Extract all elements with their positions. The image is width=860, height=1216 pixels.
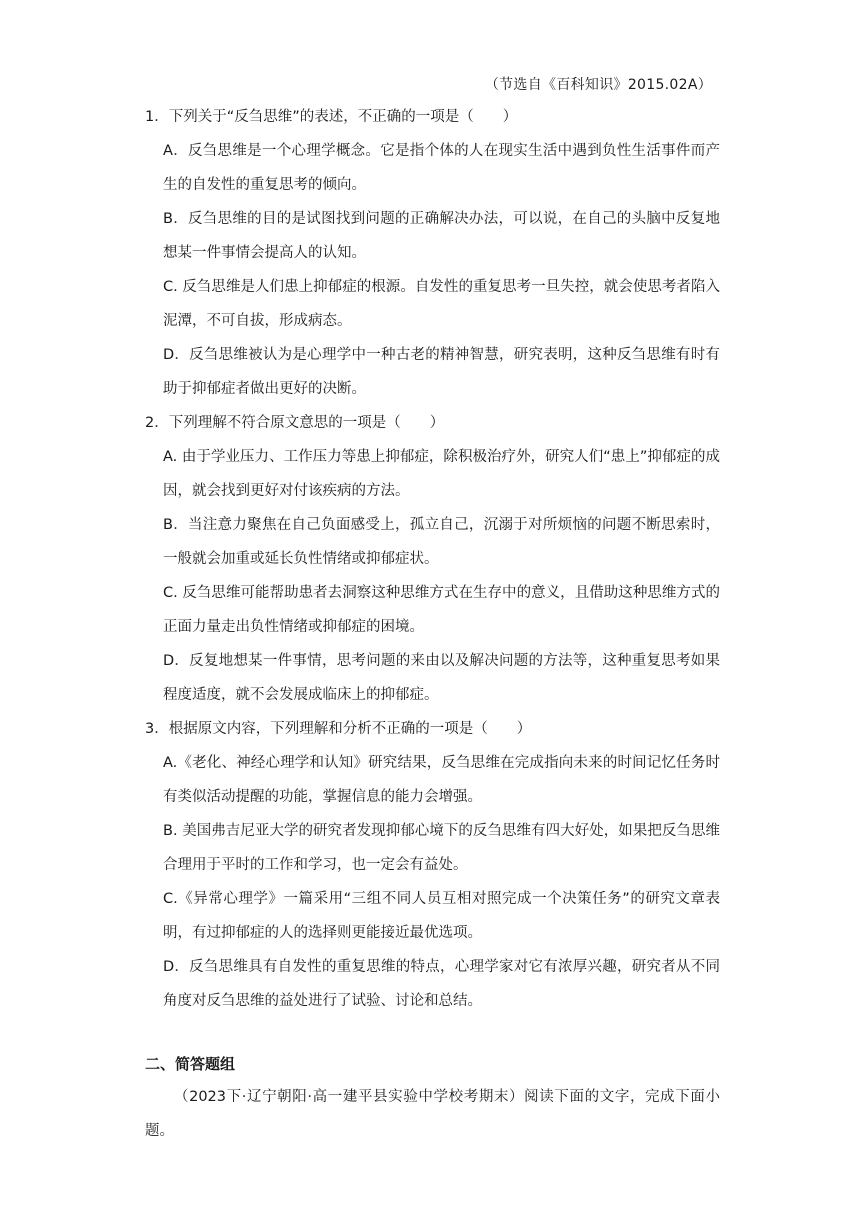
section-title: 二、简答题组 bbox=[145, 1055, 236, 1073]
question-3-option-c: C.《异常心理学》一篇采用“三组不同人员互相对照完成一个决策任务”的研究文章表明，有过抑郁症的人的选择则更能接近最优选项。 bbox=[163, 891, 720, 941]
question-3-option-a: A.《老化、神经心理学和认知》研究结果，反刍思维在完成指向未来的时间记忆任务时有类似活动提醒的功能，掌握信息的能力会增强。 bbox=[163, 755, 720, 805]
question-2-option-b: B．当注意力聚焦在自己负面感受上，孤立自己，沉溺于对所烦恼的问题不断思索时，一般就会加重或延长负性情绪或抑郁症状。 bbox=[163, 517, 720, 567]
question-3-stem: 3．根据原文内容，下列理解和分析不正确的一项是（ ） bbox=[145, 721, 532, 737]
question-1-option-a: A．反刍思维是一个心理学概念。它是指个体的人在现实生活中遇到负性生活事件而产生的自发性的重复思考的倾向。 bbox=[163, 143, 720, 193]
section-intro: （2023下·辽宁朝阳·高一建平县实验中学校考期末）阅读下面的文字，完成下面小题。 bbox=[145, 1089, 720, 1139]
question-2-option-d: D．反复地想某一件事情，思考问题的来由以及解决问题的方法等，这种重复思考如果程度适度，就不会发展成临床上的抑郁症。 bbox=[163, 653, 720, 703]
question-2-stem: 2．下列理解不符合原文意思的一项是（ ） bbox=[145, 415, 445, 431]
question-block bbox=[145, 100, 720, 1018]
question-1-option-c: C. 反刍思维是人们患上抑郁症的根源。自发性的重复思考一旦失控，就会使思考者陷入泥潭，不可自拔，形成病态。 bbox=[163, 279, 720, 329]
question-1-option-b: B．反刍思维的目的是试图找到问题的正确解决办法，可以说，在自己的头脑中反复地想某一件事情会提高人的认知。 bbox=[163, 211, 720, 261]
question-2-option-c: C. 反刍思维可能帮助患者去洞察这种思维方式在生存中的意义，且借助这种思维方式的正面力量走出负性情绪或抑郁症的困境。 bbox=[163, 585, 720, 635]
question-1-stem: 1．下列关于“反刍思维”的表述，不正确的一项是（ ） bbox=[145, 109, 518, 125]
question-3-option-b: B. 美国弗吉尼亚大学的研究者发现抑郁心境下的反刍思维有四大好处，如果把反刍思维合理用于平时的工作和学习，也一定会有益处。 bbox=[163, 823, 720, 873]
question-2-option-a: A. 由于学业压力、工作压力等患上抑郁症，除积极治疗外，研究人们“患上”抑郁症的成因，就会找到更好对付该疾病的方法。 bbox=[163, 449, 720, 499]
question-3-option-d: D．反刍思维具有自发性的重复思维的特点，心理学家对它有浓厚兴趣，研究者从不同角度对反刍思维的益处进行了试验、讨论和总结。 bbox=[163, 959, 720, 1009]
source-note: （节选自《百科知识》2015.02A） bbox=[484, 77, 712, 93]
question-1-option-d: D．反刍思维被认为是心理学中一种古老的精神智慧，研究表明，这种反刍思维有时有助于抑郁症者做出更好的决断。 bbox=[163, 347, 720, 397]
